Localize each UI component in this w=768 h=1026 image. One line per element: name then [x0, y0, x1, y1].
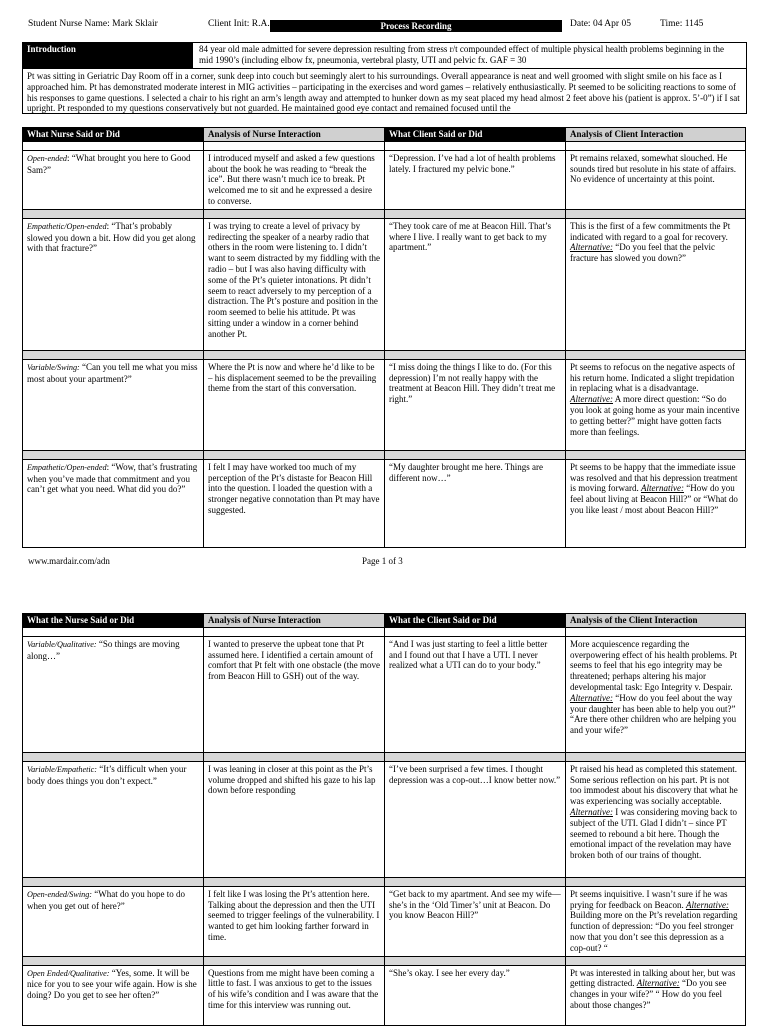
client-cell: “They took care of me at Beacon Hill. That’s where I live. I really want to get back to my apartment.” — [385, 218, 566, 350]
table-row — [23, 218, 746, 350]
col-header-nurse-analysis: Analysis of Nurse Interaction — [204, 128, 385, 142]
client-cell: “Get back to my apartment. And see my wife—she’s in the ‘Old Timer’s’ unit at Beacon. Do you know Beacon Hill?” — [385, 886, 566, 956]
alternative-label: Alternative: — [570, 692, 613, 703]
technique-label: Open Ended/Qualitative: — [27, 968, 110, 978]
col-header-client-analysis: Analysis of Client Interaction — [566, 128, 746, 142]
nurse-analysis-cell: I was trying to create a level of privacy by redirecting the speaker of a nearby radio that others in the room were listening to. I didn’t want to seem distracted by my fiddling with the radio – but I was also having difficulty with some of the Pt’s quieter intonations. Pt didn’t seem to react adversely to my perception of a distraction. The Pt’s posture and position in the room seemed to belie his attitude. Pt was sitting under a window in a corner behind another Pt. — [204, 218, 385, 350]
table-row — [23, 150, 746, 209]
table-row — [23, 459, 746, 547]
client-analysis-cell: Pt was interested in talking about her, but was getting distracted. Alternative: “Do you see changes in your wife?” “ How do you feel about those changes?” — [566, 965, 746, 1025]
table-header-row — [23, 614, 746, 628]
technique-label: Variable/Empathetic: — [27, 764, 98, 774]
nurse-analysis-cell: Questions from me might have been coming a little to fast. I was anxious to get to the issues of his wife’s condition and I was aware that the time for this interview was running out. — [204, 965, 385, 1025]
alternative-label: Alternative: — [641, 483, 684, 494]
client-analysis-cell: Pt remains relaxed, somewhat slouched. He sounds tired but resolute in his state of affairs. No evidence of uncertainty at this point. — [566, 150, 746, 209]
introduction-summary: 84 year old male admitted for severe depression resulting from stress r/t compounded effect of multiple physical health problems beginning in the mid 1990’s (including elbow fx, pneumonia, vertebral plasty, UTI and pelvic fx. GAF = 30 — [199, 44, 724, 65]
client-initials: Client Init: R.A. — [208, 19, 270, 29]
client-analysis-cell: Pt seems inquisitive. I wasn’t sure if he was prying for feedback on Beacon. Alternative: Building more on the Pt’s revelation regarding function of depression: “Do you feel stronger now that you don’t see this depression as a cop-out? “ — [566, 886, 746, 956]
client-analysis-cell: Pt seems to refocus on the negative aspects of his return home. Indicated a slight trepidation in replacing what is a disadvantage. Alternative: A more direct question: “So do you look at going home as your main incentive to getting better?” might have gotten facts more than feelings. — [566, 359, 746, 450]
nurse-cell: Empathetic/Open-ended: “Wow, that’s frustrating when you’ve made that commitment and you can’t get what you need. What did you do?” — [23, 459, 204, 547]
client-cell: “I’ve been surprised a few times. I thought depression was a cop-out…I know better now.” — [385, 761, 566, 877]
introduction-section — [22, 42, 747, 114]
footer-url: www.mardair.com/adn — [28, 556, 110, 566]
table-row — [23, 965, 746, 1025]
nurse-cell: Variable/Swing: “Can you tell me what you miss most about your apartment?” — [23, 359, 204, 450]
technique-label: Empathetic/Open-ended — [27, 462, 107, 472]
technique-label: Variable/Qualitative: — [27, 639, 97, 649]
nurse-cell: Empathetic/Open-ended: “That’s probably slowed you down a bit. How did you get along with that fracture?” — [23, 218, 204, 350]
technique-label: Open-ended/Swing: — [27, 889, 93, 899]
nurse-analysis-cell: I felt like I was losing the Pt’s attention here. Talking about the depression and then the UTI seemed to trigger feelings of the vulnerability. I wanted to get him looking farther forward in time. — [204, 886, 385, 956]
introduction-label: Introduction — [23, 43, 193, 68]
page-footer — [0, 556, 768, 568]
client-analysis-cell: Pt seems to be happy that the immediate issue was resolved and that his depression treatment is moving forward. Alternative: “How do you feel about living at Beacon Hill?” or “What do you like least / most about Beacon Hill?” — [566, 459, 746, 547]
table-row — [23, 359, 746, 450]
nurse-cell: Open-ended/Swing: “What do you hope to do when you get out of here?” — [23, 886, 204, 956]
technique-label: Open-ended — [27, 153, 68, 163]
col-header-client: What the Client Said or Did — [385, 614, 566, 628]
page-number: Page 1 of 3 — [362, 556, 403, 566]
interaction-table-page-2 — [22, 613, 746, 1026]
student-name: Student Nurse Name: Mark Sklair — [28, 19, 158, 29]
interaction-table-page-1 — [22, 127, 746, 548]
nurse-analysis-cell: I wanted to preserve the upbeat tone that Pt assumed here. I identified a certain amount of comfort that Pt felt with one obstacle (the move from Beacon Hill to GSH) out of the way. — [204, 636, 385, 752]
client-cell: “Depression. I’ve had a lot of health problems lately. I fractured my pelvic bone.” — [385, 150, 566, 209]
nurse-analysis-cell: I introduced myself and asked a few questions about the book he was reading to “break the ice”. But there wasn’t much ice to break. Pt welcomed me to sit and he expressed a desire to converse. — [204, 150, 385, 209]
client-analysis-cell: More acquiescence regarding the overpowering effect of his health problems. Pt seems to feel that his ego integrity may be threatened; perhaps altering his major developmental task: Ego Integrity v. Despair. Alternative: “How do you feel about the way your daughter has been able to help you out?” “Are there other children who are helping you and your wife?” — [566, 636, 746, 752]
nurse-cell: Open Ended/Qualitative: “Yes, some. It will be nice for you to see your wife again. How is she doing? Do you get to see her often?” — [23, 965, 204, 1025]
nurse-analysis-cell: I was leaning in closer at this point as the Pt’s volume dropped and shifted his gaze to his lap down before responding — [204, 761, 385, 877]
recording-date: Date: 04 Apr 05 — [570, 19, 631, 29]
col-header-nurse: What Nurse Said or Did — [23, 128, 204, 142]
nurse-analysis-cell: Where the Pt is now and where he’d like to be – his displacement seemed to be the prevailing theme from the start of this conversation. — [204, 359, 385, 450]
alternative-label: Alternative: — [636, 978, 680, 989]
nurse-cell: Variable/Empathetic: “It’s difficult when your body does things you don’t expect.” — [23, 761, 204, 877]
client-cell: “I miss doing the things I like to do. (For this depression) I’m not really happy with the treatment at Beacon Hill. They didn’t treat me right.” — [385, 359, 566, 450]
client-cell: “My daughter brought me here. Things are different now…” — [385, 459, 566, 547]
table-row — [23, 761, 746, 877]
client-analysis-cell: This is the first of a few commitments the Pt indicated with regard to a goal for recovery. Alternative: “Do you feel that the pelvic fracture has slowed you down?” — [566, 218, 746, 350]
col-header-nurse: What the Nurse Said or Did — [23, 614, 204, 628]
table-row — [23, 886, 746, 956]
nurse-analysis-cell: I felt I may have worked too much of my perception of the Pt’s distaste for Beacon Hill into the question. I loaded the question with a stronger negative connotation than Pt may have suggested. — [204, 459, 385, 547]
technique-label: Variable/Swing: — [27, 362, 80, 372]
recording-time: Time: 1145 — [660, 19, 704, 29]
col-header-client-analysis: Analysis of the Client Interaction — [566, 614, 746, 628]
alternative-label: Alternative: — [570, 806, 613, 817]
document-title: Process Recording — [270, 20, 562, 32]
client-cell: “And I was just starting to feel a little better and I found out that I have a UTI. I never realized what a UTI can do to your body.” — [385, 636, 566, 752]
alternative-label: Alternative: — [685, 899, 729, 910]
table-row — [23, 636, 746, 752]
technique-label: Empathetic/Open-ended — [27, 221, 107, 231]
introduction-body: Pt was sitting in Geriatric Day Room off in a corner, sunk deep into couch but seemingly alert to his surroundings. Overall appearance is neat and well groomed with slight smile on his face as I approached him. Pt has demonstrated moderate interest in MIG activities – participating in the exercises and word games – relatively enthusiastically. Pt seemed to be soliciting reactions to some of his responses to game questions. I selected a chair to his right an arm’s length away and attempted to hunker down as my seat placed my head almost 2 feet above his (patient is approx. 5’-0”) if I sat upright. Pt responded to my questions conservatively but not guarded. He maintained good eye contact and remained focused until the — [27, 71, 740, 113]
nurse-cell: Open-ended: “What brought you here to Good Sam?” — [23, 150, 204, 209]
client-cell: “She’s okay. I see her every day.” — [385, 965, 566, 1025]
table-header-row — [23, 128, 746, 142]
alternative-label: Alternative: — [570, 394, 613, 405]
col-header-nurse-analysis: Analysis of Nurse Interaction — [204, 614, 385, 628]
client-analysis-cell: Pt raised his head as completed this statement. Some serious reflection on his part. Pt is not too immodest about his discovery that what he was experiencing was socially acceptable. Alternative: I was considering moving back to subject of the UTI. Glad I didn’t – since PT seemed to rebound a bit here. Though the emotional impact of the revelation may have broken both of our trains of thought. — [566, 761, 746, 877]
alternative-label: Alternative: — [570, 242, 613, 253]
col-header-client: What Client Said or Did — [385, 128, 566, 142]
document-header — [0, 19, 768, 33]
nurse-cell: Variable/Qualitative: “So things are moving along…” — [23, 636, 204, 752]
